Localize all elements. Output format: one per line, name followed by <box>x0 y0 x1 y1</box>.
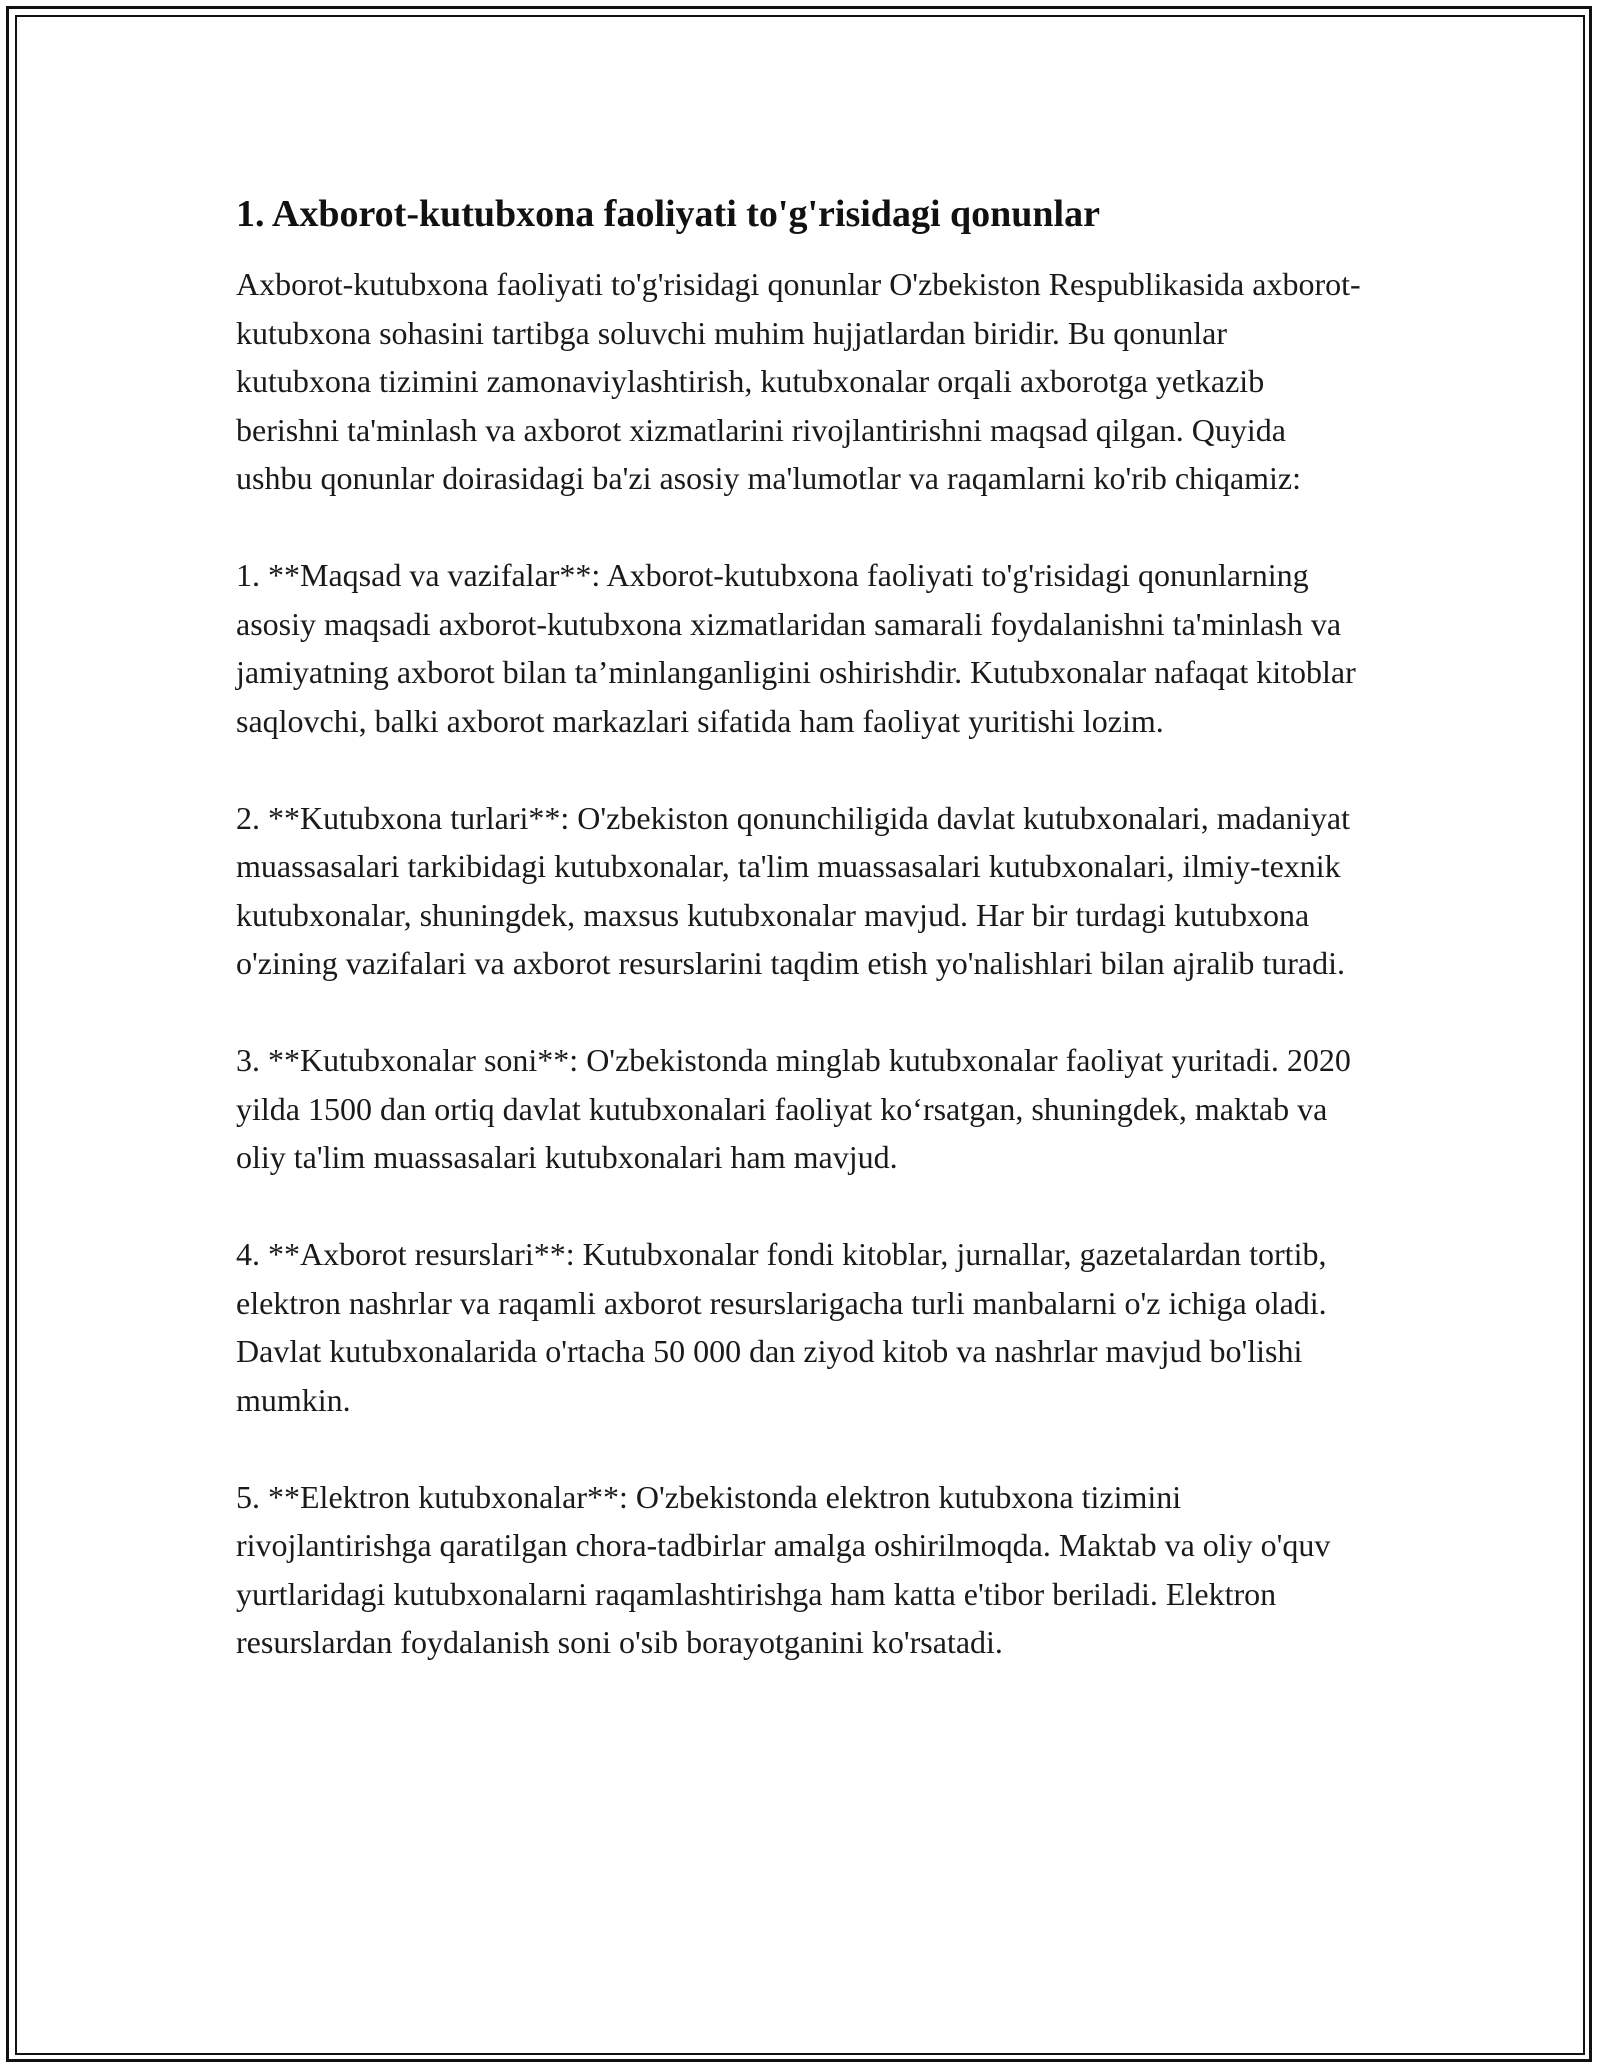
paragraph-information-resources: 4. **Axborot resurslari**: Kutubxonalar fondi kitoblar, jurnallar, gazetalardan tortib, elektron nashrlar va raqamli axborot resurslarigacha turli manbalarni o'z ichiga oladi. Davlat kutubxonalarida o'rtacha 50 000 dan ziyod kitob va nashrlar mavjud bo'lishi mumkin. <box>236 1236 1327 1418</box>
paragraph-electronic-libraries: 5. **Elektron kutubxonalar**: O'zbekistonda elektron kutubxona tizimini rivojlantirishga qaratilgan chora-tadbirlar amalga oshirilmoqda. Maktab va oliy o'quv yurtlaridagi kutubxonalarni raqamlashtirishga ham katta e'tibor beriladi. Elektron resurslardan foydalanish soni o'sib borayotganini ko'rsatadi. <box>236 1478 1331 1660</box>
paragraph-library-count: 3. **Kutubxonalar soni**: O'zbekistonda minglab kutubxonalar faoliyat yuritadi. 2020 yilda 1500 dan ortiq davlat kutubxonalari faoliyat ko‘rsatgan, shuningdek, maktab va oliy ta'lim muassasalari kutubxonalari ham mavjud. <box>236 1042 1351 1175</box>
intro-paragraph: Axborot-kutubxona faoliyati to'g'risidagi qonunlar O'zbekiston Respublikasida axborot-kutubxona sohasini tartibga soluvchi muhim hujjatlardan biridir. Bu qonunlar kutubxona tizimini zamonaviylashtirish, kutubxonalar orqali axborotga yetkazib berishni ta'minlash va axborot xizmatlarini rivojlantirishni maqsad qilgan. Quyida ushbu qonunlar doirasidagi ba'zi asosiy ma'lumotlar va raqamlarni ko'rib chiqamiz: <box>236 266 1361 496</box>
document-title: 1. Axborot-kutubxona faoliyati to'g'risidagi qonunlar <box>236 193 1100 235</box>
paragraph-library-types: 2. **Kutubxona turlari**: O'zbekiston qonunchiligida davlat kutubxonalari, madaniyat muassasalari tarkibidagi kutubxonalar, ta'lim muassasalari kutubxonalari, ilmiy-texnik kutubxonalar, shuningdek, maxsus kutubxonalar mavjud. Har bir turdagi kutubxona o'zining vazifalari va axborot resurslarini taqdim etish yo'nalishlari bilan ajralib turadi. <box>236 799 1350 981</box>
paragraph-goals: 1. **Maqsad va vazifalar**: Axborot-kutubxona faoliyati to'g'risidagi qonunlarning asosiy maqsadi axborot-kutubxona xizmatlaridan samarali foydalanishni ta'minlash va jamiyatning axborot bilan ta’minlanganligini oshirishdir. Kutubxonalar nafaqat kitoblar saqlovchi, balki axborot markazlari sifatida ham faoliyat yuritishi lozim. <box>236 557 1356 739</box>
document-body <box>236 188 1366 1715</box>
